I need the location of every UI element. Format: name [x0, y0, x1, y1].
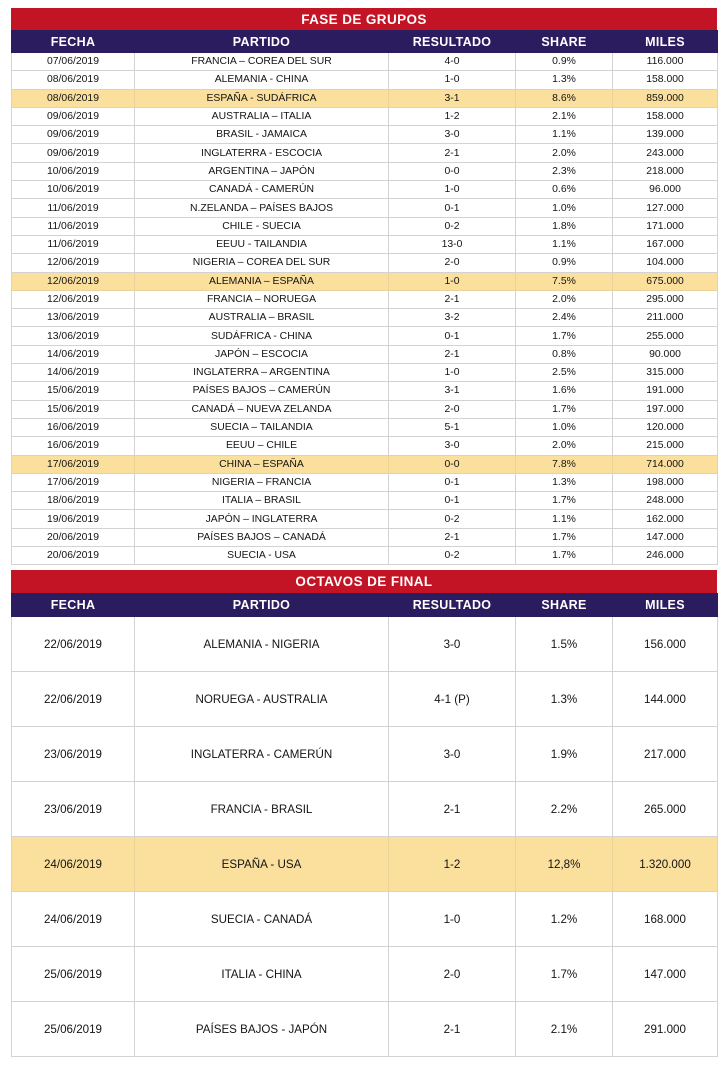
- cell-partido: NIGERIA – FRANCIA: [135, 473, 389, 491]
- table-row: [12, 492, 718, 510]
- cell-partido: ALEMANIA - CHINA: [135, 71, 389, 89]
- cell-partido: SUECIA – TAILANDIA: [135, 418, 389, 436]
- cell-share: 1.7%: [516, 547, 613, 565]
- cell-miles: 127.000: [613, 199, 718, 217]
- cell-share: 2.0%: [516, 144, 613, 162]
- cell-partido: INGLATERRA – ARGENTINA: [135, 364, 389, 382]
- cell-miles: 248.000: [613, 492, 718, 510]
- table-row: [12, 418, 718, 436]
- cell-miles: 246.000: [613, 547, 718, 565]
- column-header-share: SHARE: [516, 594, 613, 617]
- cell-resultado: 3-1: [389, 382, 516, 400]
- cell-resultado: 2-0: [389, 947, 516, 1002]
- cell-share: 2.2%: [516, 782, 613, 837]
- cell-resultado: 2-1: [389, 290, 516, 308]
- table-row: [12, 437, 718, 455]
- table-row: [12, 71, 718, 89]
- cell-miles: 147.000: [613, 947, 718, 1002]
- cell-miles: 167.000: [613, 235, 718, 253]
- cell-miles: 217.000: [613, 727, 718, 782]
- round-of-16-banner-title: OCTAVOS DE FINAL: [11, 570, 717, 593]
- cell-share: 1.5%: [516, 617, 613, 672]
- cell-fecha: 13/06/2019: [12, 309, 135, 327]
- cell-partido: ESPAÑA - USA: [135, 837, 389, 892]
- cell-fecha: 10/06/2019: [12, 162, 135, 180]
- cell-miles: 156.000: [613, 617, 718, 672]
- table-row: [12, 107, 718, 125]
- cell-resultado: 1-0: [389, 272, 516, 290]
- table-row: [12, 672, 718, 727]
- cell-share: 1.3%: [516, 71, 613, 89]
- cell-miles: 116.000: [613, 53, 718, 71]
- cell-share: 1.7%: [516, 492, 613, 510]
- group-stage-banner-title: FASE DE GRUPOS: [11, 8, 717, 30]
- cell-resultado: 0-1: [389, 327, 516, 345]
- cell-resultado: 0-2: [389, 217, 516, 235]
- cell-miles: 90.000: [613, 345, 718, 363]
- cell-resultado: 1-0: [389, 364, 516, 382]
- cell-fecha: 09/06/2019: [12, 144, 135, 162]
- cell-share: 0.9%: [516, 53, 613, 71]
- cell-partido: ITALIA – BRASIL: [135, 492, 389, 510]
- cell-partido: ESPAÑA - SUDÁFRICA: [135, 89, 389, 107]
- cell-resultado: 3-0: [389, 437, 516, 455]
- cell-share: 1.2%: [516, 892, 613, 947]
- table-row: [12, 217, 718, 235]
- cell-partido: PAÍSES BAJOS – CANADÁ: [135, 528, 389, 546]
- cell-resultado: 4-1 (P): [389, 672, 516, 727]
- table-row: [12, 473, 718, 491]
- cell-share: 2.5%: [516, 364, 613, 382]
- cell-partido: CHINA – ESPAÑA: [135, 455, 389, 473]
- table-row: [12, 327, 718, 345]
- cell-partido: ITALIA - CHINA: [135, 947, 389, 1002]
- cell-resultado: 2-0: [389, 254, 516, 272]
- table-row: [12, 547, 718, 565]
- cell-partido: JAPÓN – ESCOCIA: [135, 345, 389, 363]
- cell-resultado: 0-2: [389, 547, 516, 565]
- cell-fecha: 15/06/2019: [12, 400, 135, 418]
- cell-partido: ALEMANIA - NIGERIA: [135, 617, 389, 672]
- cell-fecha: 12/06/2019: [12, 272, 135, 290]
- cell-fecha: 09/06/2019: [12, 126, 135, 144]
- cell-miles: 158.000: [613, 71, 718, 89]
- cell-partido: CANADÁ – NUEVA ZELANDA: [135, 400, 389, 418]
- table-row: [12, 199, 718, 217]
- cell-miles: 315.000: [613, 364, 718, 382]
- table-row: [12, 400, 718, 418]
- cell-resultado: 0-0: [389, 455, 516, 473]
- cell-fecha: 11/06/2019: [12, 217, 135, 235]
- table-row: [12, 782, 718, 837]
- cell-miles: 147.000: [613, 528, 718, 546]
- table-row: [12, 254, 718, 272]
- column-header-resultado: RESULTADO: [389, 31, 516, 53]
- cell-resultado: 2-1: [389, 144, 516, 162]
- cell-partido: EEUU – CHILE: [135, 437, 389, 455]
- table-row: [12, 947, 718, 1002]
- group-stage-table: [11, 30, 718, 565]
- cell-partido: INGLATERRA - ESCOCIA: [135, 144, 389, 162]
- table-row: [12, 455, 718, 473]
- cell-miles: 255.000: [613, 327, 718, 345]
- table-row: [12, 126, 718, 144]
- cell-fecha: 22/06/2019: [12, 672, 135, 727]
- cell-share: 0.9%: [516, 254, 613, 272]
- cell-share: 7.8%: [516, 455, 613, 473]
- cell-partido: PAÍSES BAJOS – CAMERÚN: [135, 382, 389, 400]
- cell-miles: 158.000: [613, 107, 718, 125]
- cell-share: 1.9%: [516, 727, 613, 782]
- cell-fecha: 16/06/2019: [12, 437, 135, 455]
- cell-resultado: 0-1: [389, 473, 516, 491]
- cell-partido: INGLATERRA - CAMERÚN: [135, 727, 389, 782]
- column-header-miles: MILES: [613, 594, 718, 617]
- cell-resultado: 3-0: [389, 126, 516, 144]
- column-header-resultado: RESULTADO: [389, 594, 516, 617]
- cell-share: 1.0%: [516, 418, 613, 436]
- cell-resultado: 0-1: [389, 199, 516, 217]
- group-stage-rows: [12, 53, 718, 565]
- cell-partido: JAPÓN – INGLATERRA: [135, 510, 389, 528]
- cell-miles: 1.320.000: [613, 837, 718, 892]
- table-row: [12, 1002, 718, 1057]
- cell-resultado: 2-1: [389, 1002, 516, 1057]
- cell-resultado: 2-0: [389, 400, 516, 418]
- cell-share: 1.7%: [516, 327, 613, 345]
- cell-fecha: 17/06/2019: [12, 455, 135, 473]
- cell-fecha: 12/06/2019: [12, 290, 135, 308]
- cell-partido: BRASIL - JAMAICA: [135, 126, 389, 144]
- cell-resultado: 0-0: [389, 162, 516, 180]
- cell-share: 1.6%: [516, 382, 613, 400]
- cell-share: 1.0%: [516, 199, 613, 217]
- cell-share: 1.8%: [516, 217, 613, 235]
- cell-fecha: 24/06/2019: [12, 837, 135, 892]
- cell-miles: 104.000: [613, 254, 718, 272]
- cell-fecha: 19/06/2019: [12, 510, 135, 528]
- cell-partido: AUSTRALIA – BRASIL: [135, 309, 389, 327]
- cell-share: 1.7%: [516, 947, 613, 1002]
- cell-resultado: 1-0: [389, 71, 516, 89]
- cell-share: 1.3%: [516, 473, 613, 491]
- cell-partido: AUSTRALIA – ITALIA: [135, 107, 389, 125]
- cell-resultado: 1-2: [389, 837, 516, 892]
- cell-fecha: 22/06/2019: [12, 617, 135, 672]
- cell-fecha: 20/06/2019: [12, 528, 135, 546]
- cell-fecha: 17/06/2019: [12, 473, 135, 491]
- cell-resultado: 1-0: [389, 181, 516, 199]
- cell-resultado: 4-0: [389, 53, 516, 71]
- cell-resultado: 0-2: [389, 510, 516, 528]
- table-row: [12, 727, 718, 782]
- cell-partido: ARGENTINA – JAPÓN: [135, 162, 389, 180]
- cell-miles: 162.000: [613, 510, 718, 528]
- cell-miles: 215.000: [613, 437, 718, 455]
- cell-partido: CHILE - SUECIA: [135, 217, 389, 235]
- cell-fecha: 13/06/2019: [12, 327, 135, 345]
- cell-fecha: 25/06/2019: [12, 1002, 135, 1057]
- table-header-row: [12, 594, 718, 617]
- cell-resultado: 2-1: [389, 782, 516, 837]
- column-header-partido: PARTIDO: [135, 31, 389, 53]
- table-row: [12, 892, 718, 947]
- table-row: [12, 510, 718, 528]
- cell-fecha: 08/06/2019: [12, 71, 135, 89]
- cell-partido: N.ZELANDA – PAÍSES BAJOS: [135, 199, 389, 217]
- cell-miles: 198.000: [613, 473, 718, 491]
- round-of-16-table: [11, 593, 718, 1057]
- table-row: [12, 162, 718, 180]
- table-row: [12, 181, 718, 199]
- cell-resultado: 13-0: [389, 235, 516, 253]
- table-row: [12, 617, 718, 672]
- cell-partido: SUECIA - USA: [135, 547, 389, 565]
- cell-resultado: 3-0: [389, 727, 516, 782]
- cell-miles: 714.000: [613, 455, 718, 473]
- cell-miles: 191.000: [613, 382, 718, 400]
- cell-miles: 675.000: [613, 272, 718, 290]
- cell-miles: 211.000: [613, 309, 718, 327]
- cell-resultado: 3-0: [389, 617, 516, 672]
- cell-share: 1.1%: [516, 510, 613, 528]
- cell-share: 2.4%: [516, 309, 613, 327]
- cell-resultado: 1-2: [389, 107, 516, 125]
- cell-share: 2.0%: [516, 437, 613, 455]
- cell-partido: FRANCIA – NORUEGA: [135, 290, 389, 308]
- cell-share: 8.6%: [516, 89, 613, 107]
- cell-share: 2.1%: [516, 1002, 613, 1057]
- cell-miles: 144.000: [613, 672, 718, 727]
- table-row: [12, 528, 718, 546]
- cell-fecha: 10/06/2019: [12, 181, 135, 199]
- group-stage-table-block: [11, 8, 717, 565]
- cell-fecha: 07/06/2019: [12, 53, 135, 71]
- round-of-16-table-block: [11, 570, 717, 1057]
- cell-share: 1.3%: [516, 672, 613, 727]
- cell-share: 2.0%: [516, 290, 613, 308]
- cell-share: 2.3%: [516, 162, 613, 180]
- cell-miles: 243.000: [613, 144, 718, 162]
- cell-fecha: 23/06/2019: [12, 727, 135, 782]
- table-row: [12, 53, 718, 71]
- cell-partido: PAÍSES BAJOS - JAPÓN: [135, 1002, 389, 1057]
- cell-miles: 171.000: [613, 217, 718, 235]
- cell-fecha: 23/06/2019: [12, 782, 135, 837]
- table-header-row: [12, 31, 718, 53]
- column-header-fecha: FECHA: [12, 594, 135, 617]
- cell-partido: NORUEGA - AUSTRALIA: [135, 672, 389, 727]
- cell-miles: 291.000: [613, 1002, 718, 1057]
- cell-partido: ALEMANIA – ESPAÑA: [135, 272, 389, 290]
- cell-partido: FRANCIA – COREA DEL SUR: [135, 53, 389, 71]
- cell-fecha: 11/06/2019: [12, 235, 135, 253]
- cell-miles: 96.000: [613, 181, 718, 199]
- cell-fecha: 15/06/2019: [12, 382, 135, 400]
- cell-share: 1.1%: [516, 235, 613, 253]
- cell-fecha: 25/06/2019: [12, 947, 135, 1002]
- cell-fecha: 11/06/2019: [12, 199, 135, 217]
- cell-fecha: 18/06/2019: [12, 492, 135, 510]
- cell-share: 1.7%: [516, 528, 613, 546]
- cell-partido: EEUU - TAILANDIA: [135, 235, 389, 253]
- table-row: [12, 235, 718, 253]
- cell-fecha: 20/06/2019: [12, 547, 135, 565]
- cell-miles: 197.000: [613, 400, 718, 418]
- table-row: [12, 345, 718, 363]
- cell-share: 1.1%: [516, 126, 613, 144]
- cell-fecha: 14/06/2019: [12, 364, 135, 382]
- cell-fecha: 12/06/2019: [12, 254, 135, 272]
- cell-resultado: 1-0: [389, 892, 516, 947]
- cell-resultado: 3-2: [389, 309, 516, 327]
- table-row: [12, 144, 718, 162]
- cell-share: 1.7%: [516, 400, 613, 418]
- cell-partido: CANADÁ - CAMERÚN: [135, 181, 389, 199]
- cell-share: 12,8%: [516, 837, 613, 892]
- cell-partido: SUECIA - CANADÁ: [135, 892, 389, 947]
- column-header-miles: MILES: [613, 31, 718, 53]
- table-row: [12, 364, 718, 382]
- cell-miles: 859.000: [613, 89, 718, 107]
- cell-miles: 265.000: [613, 782, 718, 837]
- cell-partido: SUDÁFRICA - CHINA: [135, 327, 389, 345]
- cell-fecha: 14/06/2019: [12, 345, 135, 363]
- cell-miles: 139.000: [613, 126, 718, 144]
- table-row: [12, 837, 718, 892]
- cell-resultado: 5-1: [389, 418, 516, 436]
- column-header-share: SHARE: [516, 31, 613, 53]
- table-row: [12, 272, 718, 290]
- cell-share: 0.8%: [516, 345, 613, 363]
- round-of-16-rows: [12, 617, 718, 1057]
- cell-miles: 168.000: [613, 892, 718, 947]
- cell-fecha: 08/06/2019: [12, 89, 135, 107]
- cell-share: 2.1%: [516, 107, 613, 125]
- cell-partido: NIGERIA – COREA DEL SUR: [135, 254, 389, 272]
- cell-resultado: 3-1: [389, 89, 516, 107]
- cell-share: 0.6%: [516, 181, 613, 199]
- column-header-fecha: FECHA: [12, 31, 135, 53]
- table-row: [12, 290, 718, 308]
- column-header-partido: PARTIDO: [135, 594, 389, 617]
- cell-resultado: 0-1: [389, 492, 516, 510]
- cell-miles: 120.000: [613, 418, 718, 436]
- cell-miles: 295.000: [613, 290, 718, 308]
- cell-miles: 218.000: [613, 162, 718, 180]
- table-row: [12, 382, 718, 400]
- table-row: [12, 309, 718, 327]
- cell-partido: FRANCIA - BRASIL: [135, 782, 389, 837]
- cell-fecha: 09/06/2019: [12, 107, 135, 125]
- cell-fecha: 16/06/2019: [12, 418, 135, 436]
- cell-share: 7.5%: [516, 272, 613, 290]
- cell-resultado: 2-1: [389, 528, 516, 546]
- cell-fecha: 24/06/2019: [12, 892, 135, 947]
- table-row: [12, 89, 718, 107]
- cell-resultado: 2-1: [389, 345, 516, 363]
